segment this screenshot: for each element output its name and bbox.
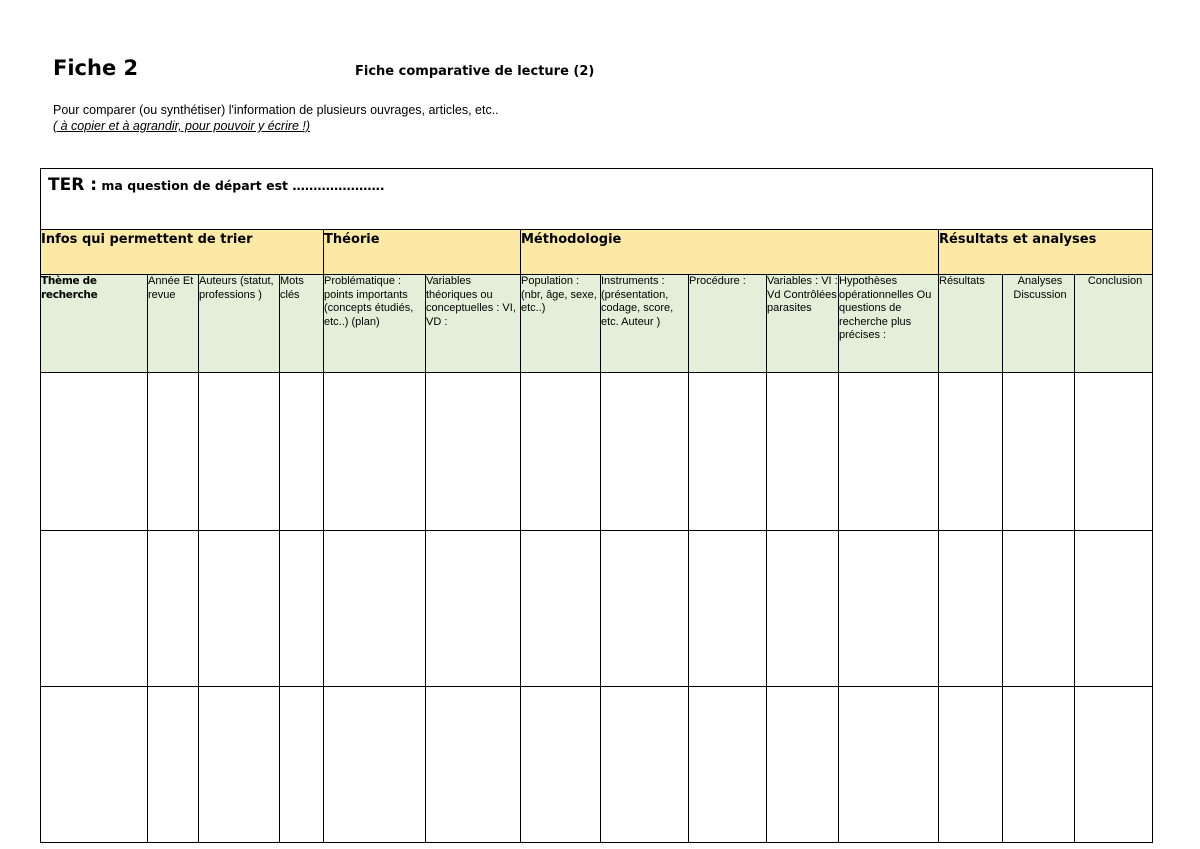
section-infos: Infos qui permettent de trier (41, 230, 324, 275)
intro-note: ( à copier et à agrandir, pour pouvoir y écrire !) (53, 119, 311, 133)
intro-text: Pour comparer (ou synthétiser) l'information de plusieurs ouvrages, articles, etc.. (53, 103, 499, 117)
table-cell[interactable] (324, 687, 426, 843)
table-cell[interactable] (689, 373, 767, 531)
table-cell[interactable] (280, 531, 324, 687)
table-cell[interactable] (324, 373, 426, 531)
table-cell[interactable] (839, 373, 939, 531)
comparison-table (40, 168, 1153, 843)
col-theme: Thème de recherche (41, 275, 148, 373)
intro-block (53, 102, 499, 134)
question-cell[interactable] (41, 169, 1153, 230)
table-cell[interactable] (280, 687, 324, 843)
table-cell[interactable] (939, 373, 1003, 531)
question-label: TER : (48, 175, 98, 195)
table-cell[interactable] (1003, 373, 1075, 531)
table-cell[interactable] (839, 531, 939, 687)
table-cell[interactable] (601, 531, 689, 687)
table-cell[interactable] (521, 687, 601, 843)
table-cell[interactable] (199, 687, 280, 843)
section-theorie: Théorie (324, 230, 521, 275)
table-cell[interactable] (426, 531, 521, 687)
table-cell[interactable] (199, 373, 280, 531)
col-hypotheses: Hypothèses opérationnelles Ou questions de recherche plus précises : (839, 275, 939, 373)
col-population: Population : (nbr, âge, sexe, etc..) (521, 275, 601, 373)
col-instruments: Instruments : (présentation, codage, score, etc. Auteur ) (601, 275, 689, 373)
section-methodologie: Méthodologie (521, 230, 939, 275)
table-cell[interactable] (689, 687, 767, 843)
col-resultats: Résultats (939, 275, 1003, 373)
table-cell[interactable] (199, 531, 280, 687)
col-auteurs: Auteurs (statut, professions ) (199, 275, 280, 373)
table-cell[interactable] (324, 531, 426, 687)
table-cell[interactable] (521, 531, 601, 687)
table-cell[interactable] (601, 687, 689, 843)
col-annee: Année Et revue (148, 275, 199, 373)
col-analyses: Analyses Discussion (1003, 275, 1075, 373)
table-row (41, 687, 1153, 843)
table-cell[interactable] (148, 687, 199, 843)
table-cell[interactable] (1003, 531, 1075, 687)
question-text: ma question de départ est …………………. (97, 178, 385, 193)
table-cell[interactable] (41, 373, 148, 531)
table-cell[interactable] (939, 687, 1003, 843)
table-cell[interactable] (1075, 373, 1153, 531)
table-cell[interactable] (939, 531, 1003, 687)
table-cell[interactable] (148, 531, 199, 687)
table-cell[interactable] (41, 687, 148, 843)
col-mots-cles: Mots clés (280, 275, 324, 373)
page-title: Fiche 2 (53, 56, 139, 80)
table-cell[interactable] (280, 373, 324, 531)
table-cell[interactable] (767, 531, 839, 687)
table-cell[interactable] (148, 373, 199, 531)
table-cell[interactable] (1075, 687, 1153, 843)
table-row (41, 373, 1153, 531)
table-cell[interactable] (426, 687, 521, 843)
table-cell[interactable] (767, 687, 839, 843)
table-cell[interactable] (41, 531, 148, 687)
table-cell[interactable] (839, 687, 939, 843)
table-cell[interactable] (767, 373, 839, 531)
table-cell[interactable] (521, 373, 601, 531)
table-cell[interactable] (426, 373, 521, 531)
table-cell[interactable] (1075, 531, 1153, 687)
col-conclusion: Conclusion (1075, 275, 1153, 373)
table-cell[interactable] (601, 373, 689, 531)
table-row (41, 531, 1153, 687)
table-cell[interactable] (1003, 687, 1075, 843)
col-variables: Variables : VI : Vd Contrôlées parasites (767, 275, 839, 373)
col-variables-theoriques: Variables théoriques ou conceptuelles : VI, VD : (426, 275, 521, 373)
page-subtitle: Fiche comparative de lecture (2) (355, 64, 595, 79)
col-procedure: Procédure : (689, 275, 767, 373)
col-problematique: Problématique : points importants (concepts étudiés, etc..) (plan) (324, 275, 426, 373)
section-resultats: Résultats et analyses (939, 230, 1153, 275)
table-cell[interactable] (689, 531, 767, 687)
